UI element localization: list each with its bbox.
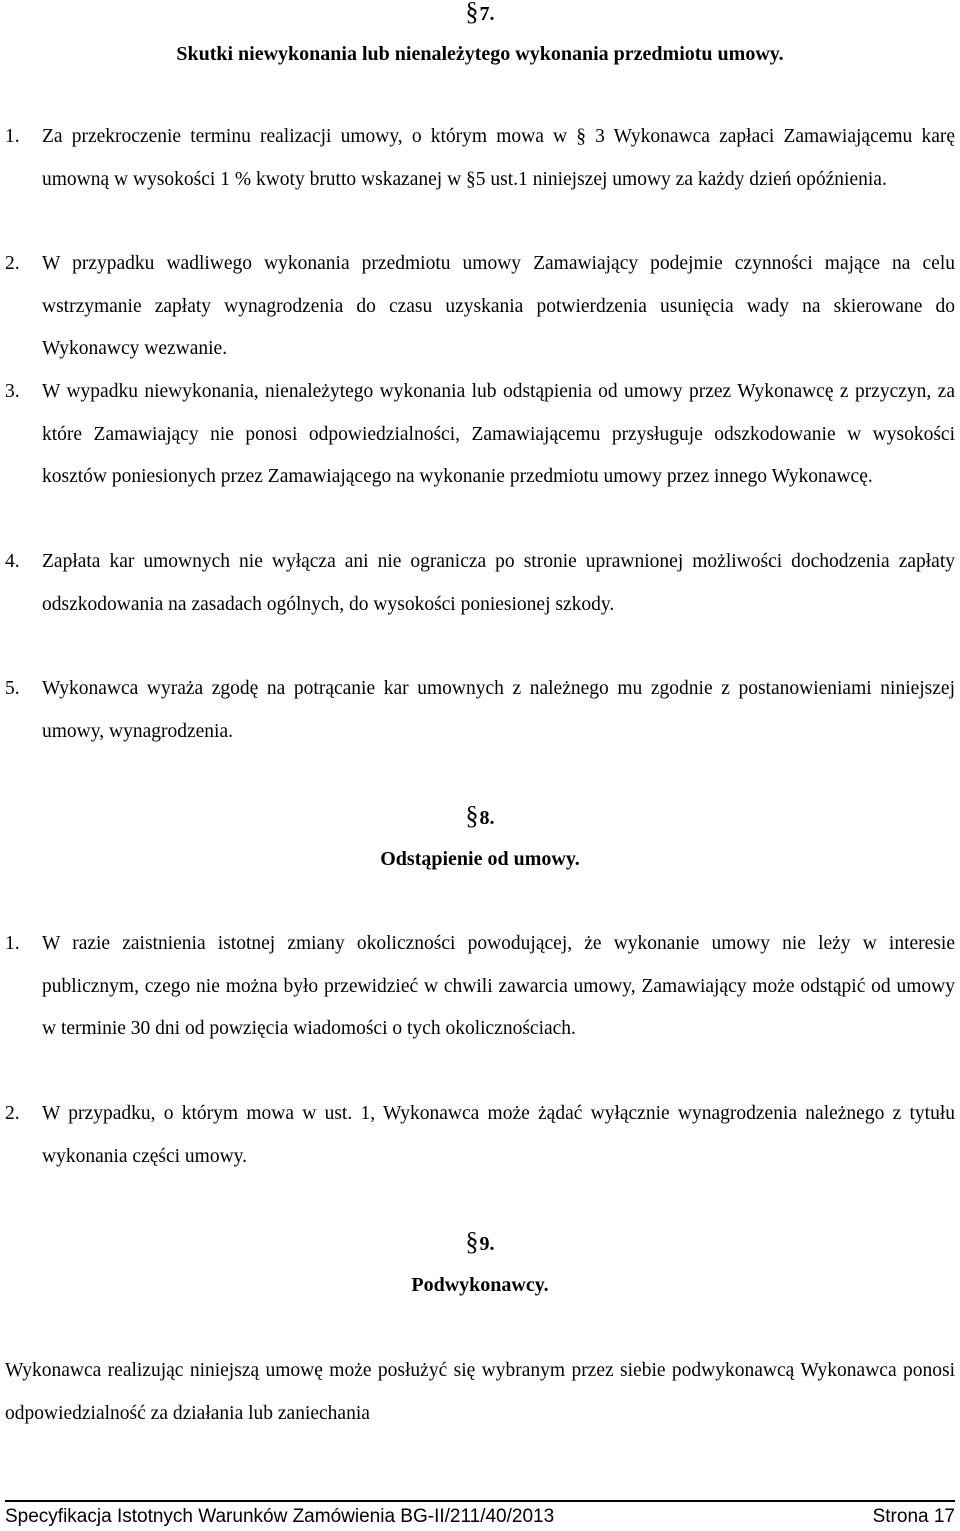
- item-text: Zapłata kar umownych nie wyłącza ani nie ogranicza po stronie uprawnionej możliwości dochodzenia zapłaty odszkodowania na zasadach ogólnych, do wysokości poniesionej szkody.: [42, 551, 955, 615]
- section-symbol: §: [465, 0, 479, 26]
- item-number: 3.: [5, 381, 20, 402]
- item-number: 1.: [5, 933, 20, 954]
- section-8-number: [0, 801, 960, 830]
- item-text: Wykonawca wyraża zgodę na potrącanie kar umownych z należnego mu zgodnie z postanowieniami niniejszej umowy, wynagrodzenia.: [42, 678, 955, 742]
- section-number-text: 9.: [479, 1233, 495, 1255]
- item-number: 1.: [5, 126, 20, 147]
- item-number: 4.: [5, 551, 20, 572]
- item-text: W wypadku niewykonania, nienależytego wykonania lub odstąpienia od umowy przez Wykonawcę z przyczyn, za które Zamawiający nie ponosi odpowiedzialności, Zamawiającemu przysługuje odszkodowanie w wysokości kosztów poniesionych przez Zamawiającego na wykonanie przedmiotu umowy przez innego Wykonawcę.: [42, 381, 955, 487]
- item-text: W przypadku, o którym mowa w ust. 1, Wykonawca może żądać wyłącznie wynagrodzenia należnego z tytułu wykonania części umowy.: [42, 1103, 955, 1167]
- footer-page-number: Strona 17: [872, 1506, 955, 1527]
- section-8-item-2: [5, 1093, 955, 1178]
- footer-document-title: Specyfikacja Istotnych Warunków Zamówienia BG-II/211/40/2013: [5, 1506, 555, 1527]
- item-text: Za przekroczenie terminu realizacji umowy, o którym mowa w § 3 Wykonawca zapłaci Zamawiającemu karę umowną w wysokości 1 % kwoty brutto wskazanej w §5 ust.1 niniejszej umowy za każdy dzień opóźnienia.: [42, 126, 955, 190]
- section-8-item-1: [5, 923, 955, 1051]
- section-7-number: [0, 0, 960, 26]
- section-7-item-5: [5, 668, 955, 753]
- item-number: 2.: [5, 253, 20, 274]
- section-9-title: Podwykonawcy.: [411, 1274, 549, 1296]
- item-text: W przypadku wadliwego wykonania przedmiotu umowy Zamawiający podejmie czynności mające na celu wstrzymanie zapłaty wynagrodzenia do czasu uzyskania potwierdzenia usunięcia wady na skierowane do Wykonawcy wezwanie.: [42, 253, 955, 359]
- section-symbol: §: [465, 801, 479, 830]
- section-9-number: [0, 1227, 960, 1256]
- section-7-item-1: [5, 116, 955, 201]
- section-symbol: §: [465, 1227, 479, 1256]
- section-7-title: Skutki niewykonania lub nienależytego wykonania przedmiotu umowy.: [176, 43, 784, 65]
- section-7-item-4: [5, 541, 955, 626]
- section-7-item-3: [5, 371, 955, 499]
- section-number-text: 8.: [479, 807, 495, 829]
- item-number: 2.: [5, 1103, 20, 1124]
- item-text: W razie zaistnienia istotnej zmiany okoliczności powodującej, że wykonanie umowy nie leży w interesie publicznym, czego nie można było przewidzieć w chwili zawarcia umowy, Zamawiający może odstąpić od umowy w terminie 30 dni od powzięcia wiadomości o tych okolicznościach.: [42, 933, 955, 1039]
- section-number-text: 7.: [479, 3, 495, 25]
- item-number: 5.: [5, 678, 20, 699]
- section-8-title: Odstąpienie od umowy.: [380, 848, 580, 870]
- section-9-paragraph: Wykonawca realizując niniejszą umowę może posłużyć się wybranym przez siebie podwykonawcą Wykonawca ponosi odpowiedzialność za działania lub zaniechania: [5, 1360, 955, 1424]
- footer-divider: [5, 1500, 955, 1502]
- section-7-item-2: [5, 243, 955, 371]
- page-footer: [5, 1505, 955, 1529]
